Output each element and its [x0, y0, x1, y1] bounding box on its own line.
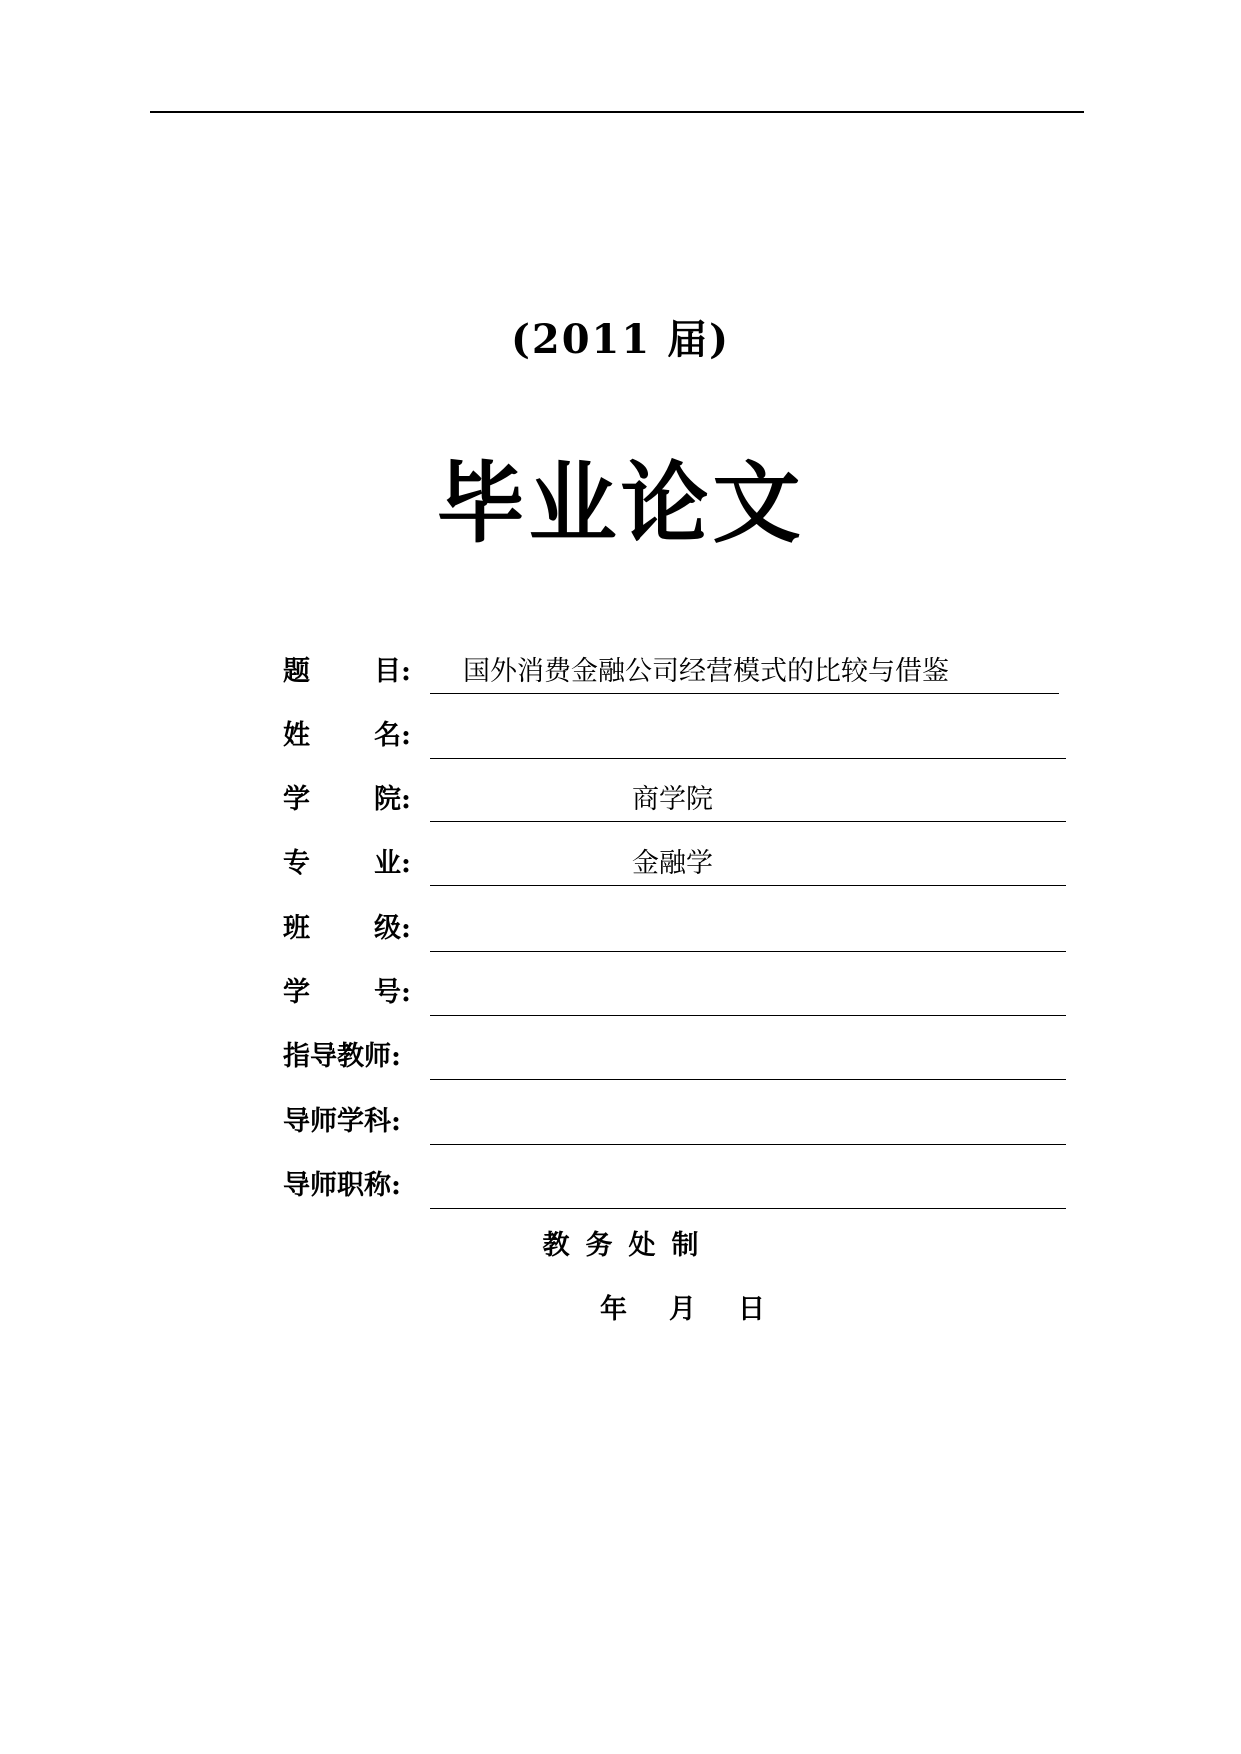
field-label-advisor: 指导教师: [283, 1041, 401, 1072]
date-year-label: 年 [600, 1294, 627, 1325]
label-char: 级: [374, 913, 411, 944]
issuer-char: 制 [671, 1230, 699, 1261]
field-row-advisor [0, 1033, 1241, 1081]
date-line [600, 1286, 765, 1334]
graduation-year: (2011 届) [510, 316, 731, 363]
field-value-advisor[interactable] [430, 1033, 1066, 1080]
field-row-advisor-subject [0, 1098, 1241, 1146]
field-label-student-id [283, 969, 411, 1017]
field-label-major [283, 840, 411, 888]
field-value-student-id[interactable] [430, 969, 1066, 1016]
field-value-major[interactable]: 金融学 [430, 840, 1066, 886]
date-day-label: 日 [738, 1294, 765, 1325]
field-label-topic [283, 648, 411, 696]
field-value-school[interactable]: 商学院 [430, 776, 1066, 822]
field-row-class [0, 905, 1241, 953]
label-char: 目: [374, 656, 411, 687]
issuer-line [0, 1222, 1241, 1270]
label-char: 题 [283, 656, 310, 687]
date-month-label: 月 [669, 1294, 696, 1325]
field-row-advisor-title [0, 1162, 1241, 1210]
field-row-major [0, 840, 1241, 888]
document-title: 毕业论文 [436, 451, 805, 555]
label-char: 姓 [283, 720, 310, 751]
label-char: 班 [283, 913, 310, 944]
field-row-name [0, 712, 1241, 760]
field-label-class [283, 905, 411, 953]
field-row-school [0, 776, 1241, 824]
field-label-name [283, 712, 411, 760]
issuer-char: 教 [542, 1230, 570, 1261]
field-value-name[interactable] [430, 712, 1066, 759]
label-char: 号: [374, 977, 411, 1008]
label-char: 院: [374, 784, 411, 815]
field-label-advisor-title: 导师职称: [283, 1170, 401, 1201]
issuer-char: 务 [585, 1230, 613, 1261]
label-char: 名: [374, 720, 411, 751]
field-label-school [283, 776, 411, 824]
label-char: 学 [283, 784, 310, 815]
field-label-advisor-subject: 导师学科: [283, 1106, 401, 1137]
field-value-advisor-subject[interactable] [430, 1098, 1066, 1145]
label-char: 专 [283, 848, 310, 879]
field-row-student-id [0, 969, 1241, 1017]
label-char: 业: [374, 848, 411, 879]
field-value-advisor-title[interactable] [430, 1162, 1066, 1209]
field-row-topic [0, 648, 1241, 696]
field-value-class[interactable] [430, 905, 1066, 952]
field-value-topic[interactable]: 国外消费金融公司经营模式的比较与借鉴 [430, 648, 1059, 694]
issuer-char: 处 [628, 1230, 656, 1261]
label-char: 学 [283, 977, 310, 1008]
